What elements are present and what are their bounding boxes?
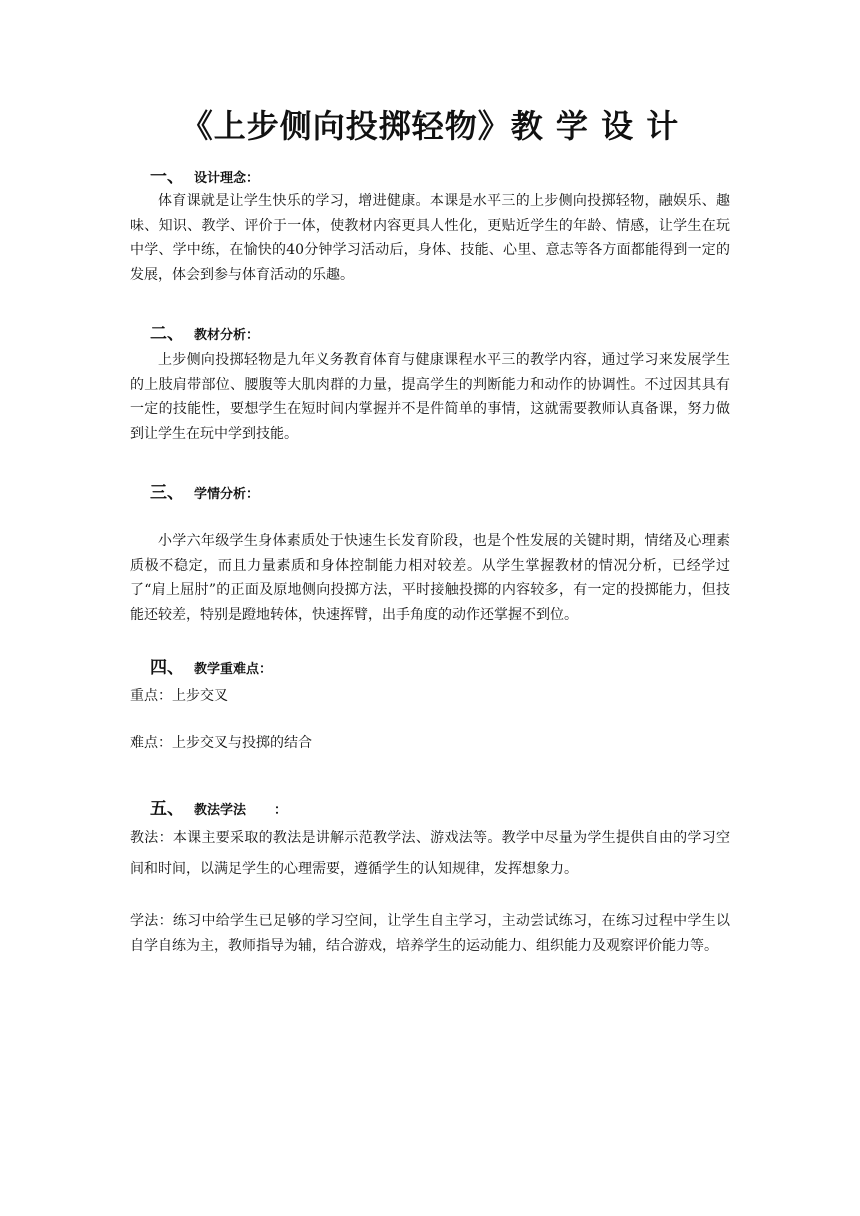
difficult-point-line: 难点：上步交叉与投掷的结合: [130, 735, 312, 751]
section-colon: ：: [274, 803, 288, 818]
section-colon: ：: [259, 662, 273, 677]
section-heading-key-points: [150, 653, 272, 678]
section-label: 教法学法: [194, 803, 247, 818]
concept-paragraph: 体育课就是让学生快乐的学习，增进健康。本课是水平三的上步侧向投掷轻物，融娱乐、趣味、知识、教学、评价于一体，使教材内容更具人性化，更贴近学生的年龄、情感，让学生在玩中学、学中练，在愉快的40分钟学习活动后，身体、技能、心里、意志等各方面都能得到一定的发展，体会到参与体育活动的乐趣。: [130, 193, 730, 283]
learning-method-paragraph: 学法：练习中给学生已足够的学习空间，让学生自主学习，主动尝试练习，在练习过程中学生以自学自练为主，教师指导为辅，结合游戏，培养学生的运动能力、组织能力及观察评价能力等。: [130, 913, 730, 954]
teaching-method-paragraph: 教法：本课主要采取的教法是讲解示范教学法、游戏法等。教学中尽量为学生提供自由的学习空间和时间，以满足学生的心理需要，遵循学生的认知规律，发挥想象力。: [130, 830, 730, 877]
section-colon: ：: [246, 328, 260, 343]
section-label: 教材分析: [194, 328, 247, 343]
section-number: 五、: [150, 799, 184, 819]
section-label: 设计理念: [194, 171, 247, 186]
material-paragraph: 上步侧向投掷轻物是九年义务教育体育与健康课程水平三的教学内容，通过学习来发展学生的上肢肩带部位、腰腹等大肌肉群的力量，提高学生的判断能力和动作的协调性。不过因其具有一定的技能性，要想学生在短时间内掌握并不是件简单的事情，这就需要教师认真备课，努力做到让学生在玩中学到技能。: [130, 352, 730, 442]
section-label: 学情分析: [194, 487, 247, 502]
section-heading-methods: [150, 794, 287, 819]
section-number: 一、: [150, 167, 184, 187]
section-number: 三、: [150, 483, 184, 503]
section-heading-learners: [150, 478, 259, 503]
learners-paragraph: 小学六年级学生身体素质处于快速生长发育阶段，也是个性发展的关键时期，情绪及心理素质极不稳定，而且力量素质和身体控制能力相对较差。从学生掌握教材的情况分析，已经学过了“肩上屈肘”的正面及原地侧向投掷方法，平时接触投掷的内容较多，有一定的投掷能力，但技能还较差，特别是蹬地转体，快速挥臂，出手角度的动作还掌握不到位。: [130, 533, 730, 623]
document-title: 《上步侧向投掷轻物》教 学 设 计: [180, 107, 680, 145]
section-label: 教学重难点: [194, 662, 260, 677]
key-point-line: 重点：上步交叉: [130, 688, 228, 704]
section-number: 二、: [150, 324, 184, 344]
section-colon: ：: [246, 487, 260, 502]
section-colon: ：: [246, 171, 260, 186]
section-number: 四、: [150, 658, 184, 678]
section-heading-material: [150, 319, 259, 344]
section-heading-concept: [150, 162, 259, 187]
